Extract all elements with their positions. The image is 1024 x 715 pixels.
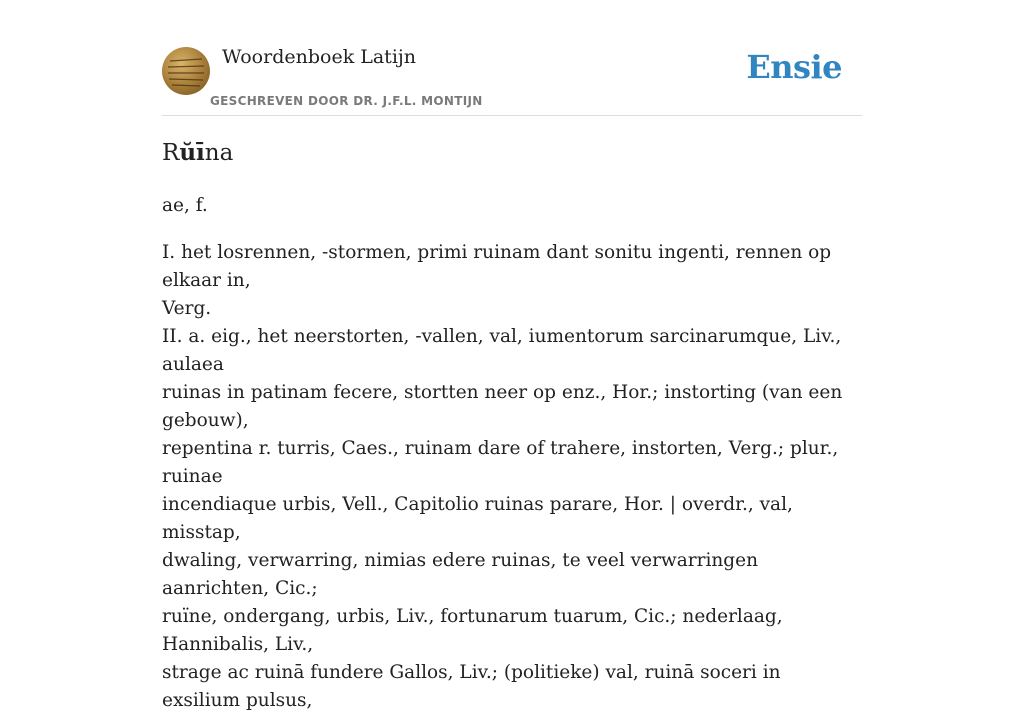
page [162,0,862,711]
entry-sense-1 [162,239,862,323]
text-line: II. a. eig., het neerstorten, -vallen, val, iumentorum sarcinarumque, Liv., aulaea [162,326,842,375]
text-line: incendiaque urbis, Vell., Capitolio ruinas parare, Hor. | overdr., val, misstap, [162,494,793,543]
latin-inscription-coin-icon[interactable] [162,47,210,95]
book-title[interactable]: Woordenboek Latijn [222,46,417,68]
entry-grammar: ae, f. [162,195,208,216]
entry-title [162,139,233,166]
entry-title-prefix: R [162,140,180,166]
ensie-logo[interactable]: Ensie [746,48,842,86]
text-line: ruinas in patinam fecere, stortten neer op enz., Hor.; instorting (van een gebouw), [162,382,843,431]
entry-sense-2 [162,323,862,715]
author-byline: GESCHREVEN DOOR DR. J.F.L. MONTIJN [210,94,483,108]
entry-title-suffix: na [204,140,234,166]
text-line: Verg. [162,298,212,319]
text-line: dwaling, verwarring, nimias edere ruinas, te veel verwarringen aanrichten, Cic.; [162,550,759,599]
text-line: I. het losrennen, -stormen, primi ruinam dant sonitu ingenti, rennen op elkaar in, [162,242,832,291]
text-line: ruïne, ondergang, urbis, Liv., fortunarum tuarum, Cic.; nederlaag, Hannibalis, Liv., [162,606,783,655]
text-line: strage ac ruinā fundere Gallos, Liv.; (politieke) val, ruinā soceri in exsilium pulsus, [162,662,781,711]
header [162,0,862,116]
text-line: repentina r. turris, Caes., ruinam dare of trahere, instorten, Verg.; plur., ruinae [162,438,839,487]
entry-title-bold: ŭī [179,139,205,166]
